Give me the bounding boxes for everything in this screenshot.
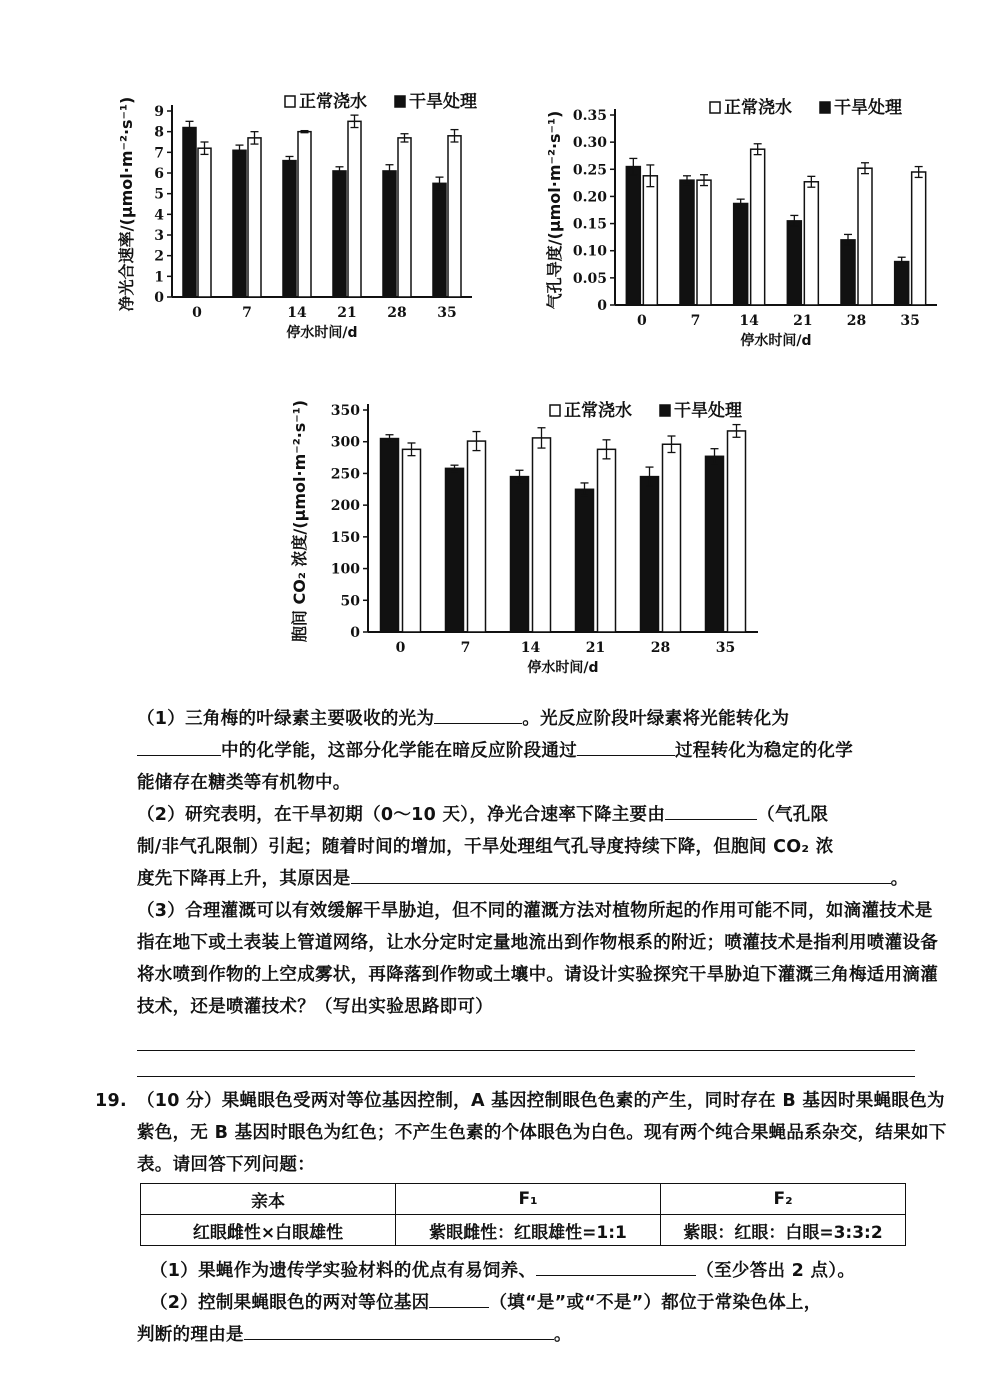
bar [446, 468, 464, 632]
x-tick-label: 14 [520, 640, 541, 656]
bar [804, 182, 818, 305]
x-tick-label: 7 [242, 305, 252, 321]
bar [643, 176, 657, 305]
legend-swatch-drought [395, 96, 405, 107]
bar [333, 171, 346, 297]
bar [298, 132, 311, 297]
table-header-cell: F₂ [661, 1184, 906, 1215]
bar [248, 138, 261, 297]
bar [641, 477, 659, 632]
bar [734, 203, 748, 305]
y-tick-label: 100 [330, 561, 360, 578]
x-axis-label: 停水时间/d [527, 660, 599, 676]
bar [348, 121, 361, 297]
y-tick-label: 3 [154, 228, 164, 244]
bar [533, 438, 551, 632]
x-tick-label: 14 [287, 305, 307, 321]
chart-plot-group [545, 108, 937, 349]
q18-p1-d: 过程转化为稳定的化学 [675, 741, 853, 761]
y-tick-label: 8 [154, 124, 164, 141]
q19-blank-advantages[interactable] [536, 1255, 696, 1276]
legend-label-normal: 正常浇水 [724, 98, 792, 118]
y-tick-label: 0 [597, 298, 607, 314]
q18-p2-e: 。 [890, 869, 909, 889]
bar [841, 240, 855, 305]
y-tick-label: 0.25 [572, 162, 607, 179]
legend-label-drought: 干旱处理 [409, 92, 477, 112]
x-tick-label: 28 [387, 305, 407, 321]
q19-part2 [150, 1287, 962, 1319]
q19-p2-b: （填“是”或“不是”）都位于常染色体上， [489, 1293, 822, 1313]
y-tick-label: 0 [154, 290, 164, 306]
y-tick-label: 0.10 [572, 243, 607, 260]
x-tick-label: 7 [690, 313, 701, 329]
legend-label-drought: 干旱处理 [834, 98, 902, 118]
y-tick-label: 6 [154, 166, 164, 182]
bar [697, 180, 711, 305]
table-cell: 紫眼：红眼：白眼=3:3:2 [661, 1215, 906, 1246]
x-tick-label: 21 [585, 640, 606, 656]
q18-p2-d: 度先下降再上升，其原因是 [137, 869, 351, 889]
y-tick-label: 4 [154, 207, 164, 224]
x-axis-label: 停水时间/d [740, 333, 812, 349]
y-axis-label: 气孔导度/(μmol·m⁻²·s⁻¹) [545, 110, 564, 310]
x-tick-label: 0 [192, 305, 202, 321]
q18-p1-e: 能储存在糖类等有机物中。 [137, 773, 351, 793]
q19-p1-b: （至少答出 2 点）。 [696, 1261, 856, 1281]
x-tick-label: 21 [793, 313, 813, 329]
bar [576, 489, 594, 632]
y-tick-label: 9 [154, 104, 164, 120]
q18-p2-c: 制/非气孔限制）引起；随着时间的增加，干旱处理组气孔导度持续下降，但胞间 CO₂ 浓 [137, 837, 834, 857]
bar [598, 449, 616, 632]
table-header-cell: 亲本 [141, 1184, 396, 1215]
q18-part3: （3）合理灌溉可以有效缓解干旱胁迫，但不同的灌溉方法对植物所起的作用可能不同，如滴灌技术是指在地下或土表装上管道网络，让水分定时定量地流出到作物根系的附近；喷灌技术是指利用喷灌设备将水喷到作物的上空成雾状，再降落到作物或土壤中。请设计实验探究干旱胁迫下灌溉三角梅适用滴灌技术，还是喷灌技术？（写出实验思路即可） [137, 901, 938, 1017]
legend-swatch-normal [285, 96, 295, 107]
x-tick-label: 7 [460, 640, 471, 656]
q18-blank-light[interactable] [434, 703, 522, 724]
y-tick-label: 350 [330, 403, 360, 419]
x-tick-label: 0 [636, 313, 647, 329]
table-cell: 红眼雌性×白眼雄性 [141, 1215, 396, 1246]
chart-plot-group [290, 400, 758, 676]
bar [858, 168, 872, 305]
q19-p2-c: 判断的理由是 [137, 1325, 244, 1345]
bar [381, 439, 399, 632]
chart-legend [285, 91, 478, 112]
q19-cross-table [140, 1183, 906, 1246]
x-tick-label: 21 [337, 305, 357, 321]
q18-p1-b: 。光反应阶段叶绿素将光能转化为 [522, 709, 790, 729]
x-tick-label: 35 [437, 305, 457, 321]
bar [626, 167, 640, 305]
q18-answer-line-2[interactable] [137, 1076, 915, 1077]
q19-number: 19. [95, 1091, 127, 1111]
q18-blank-limitation[interactable] [665, 799, 757, 820]
bar [283, 161, 296, 297]
bar [706, 456, 724, 632]
legend-swatch-drought [660, 405, 670, 416]
q19-p2-d: 。 [553, 1325, 572, 1345]
q19-part1 [150, 1255, 962, 1287]
bar [398, 138, 411, 297]
y-tick-label: 50 [340, 593, 360, 610]
chart-legend [550, 400, 743, 421]
x-tick-label: 28 [650, 640, 671, 656]
stomatal-conductance-svg [545, 85, 965, 350]
q18-p1-a: （1）三角梅的叶绿素主要吸收的光为 [137, 709, 435, 729]
table-header-row [141, 1184, 906, 1215]
bar [895, 262, 909, 305]
net-photosynthesis-chart [110, 85, 530, 345]
table-row [141, 1215, 906, 1246]
legend-label-normal: 正常浇水 [564, 401, 632, 421]
q19-p2-a: （2）控制果蝇眼色的两对等位基因 [150, 1293, 430, 1313]
y-tick-label: 150 [330, 529, 360, 546]
x-tick-label: 28 [846, 313, 867, 329]
y-axis-label: 净光合速率/(μmol·m⁻²·s⁻¹) [117, 96, 136, 312]
bar [198, 148, 211, 297]
q18-part2 [137, 799, 949, 895]
y-tick-label: 0.05 [572, 270, 607, 287]
q18-p1-c: 中的化学能，这部分化学能在暗反应阶段通过 [221, 741, 577, 761]
bar [183, 128, 196, 297]
legend-label-normal: 正常浇水 [299, 92, 367, 112]
x-axis-label: 停水时间/d [286, 325, 358, 341]
legend-swatch-drought [820, 102, 830, 113]
y-axis-label: 胞间 CO₂ 浓度/(μmol·m⁻²·s⁻¹) [290, 399, 309, 643]
q18-p2-b: （气孔限 [757, 805, 829, 825]
bar [233, 150, 246, 297]
bar [728, 431, 746, 632]
intercellular-co2-svg [280, 390, 780, 690]
legend-label-drought: 干旱处理 [674, 401, 742, 421]
q18-blank-process[interactable] [577, 735, 675, 756]
y-tick-label: 5 [154, 186, 164, 203]
bar [787, 221, 801, 305]
table-header-cell: F₁ [396, 1184, 661, 1215]
bar [663, 444, 681, 632]
table-cell: 紫眼雌性：红眼雄性=1:1 [396, 1215, 661, 1246]
q19-p1-a: （1）果蝇作为遗传学实验材料的优点有易饲养、 [150, 1261, 537, 1281]
y-tick-label: 7 [154, 145, 164, 162]
q18-blank-reason[interactable] [351, 863, 891, 884]
bar [751, 149, 765, 305]
y-tick-label: 200 [330, 498, 360, 515]
intercellular-co2-chart [280, 390, 780, 690]
y-tick-label: 0 [350, 625, 360, 641]
bar [383, 171, 396, 297]
chart-plot-group [117, 97, 472, 341]
legend-swatch-normal [550, 405, 560, 416]
q19-blank-reason[interactable] [244, 1319, 554, 1340]
q18-part1 [137, 703, 949, 799]
q19-blank-autosomal[interactable] [429, 1287, 489, 1308]
legend-swatch-normal [710, 102, 720, 113]
q18-blank-energy-carrier[interactable] [137, 735, 221, 756]
bar [680, 180, 694, 305]
y-tick-label: 0.35 [572, 108, 607, 124]
q19-intro: （10 分）果蝇眼色受两对等位基因控制，A 基因控制眼色色素的产生，同时存在 B 基因时果蝇眼色为紫色，无 B 基因时眼色为红色；不产生色素的个体眼色为白色。现有两个纯合果蝇品系杂交，结果如下表。请回答下列问题： [137, 1091, 947, 1175]
x-tick-label: 0 [395, 640, 406, 656]
bar [468, 441, 486, 632]
x-tick-label: 14 [739, 313, 759, 329]
y-tick-label: 250 [330, 466, 360, 483]
net-photosynthesis-svg [110, 85, 530, 345]
q18-answer-line-1[interactable] [137, 1050, 915, 1051]
y-tick-label: 0.15 [572, 216, 607, 233]
y-tick-label: 0.30 [572, 135, 607, 152]
q18-p2-a: （2）研究表明，在干旱初期（0～10 天），净光合速率下降主要由 [137, 805, 666, 825]
bar [448, 136, 461, 297]
y-tick-label: 300 [330, 434, 360, 451]
y-tick-label: 2 [154, 248, 164, 265]
bar [912, 172, 926, 305]
x-tick-label: 35 [900, 313, 920, 329]
y-tick-label: 0.20 [572, 189, 607, 206]
x-tick-label: 35 [715, 640, 736, 656]
stomatal-conductance-chart [545, 85, 965, 350]
chart-legend [710, 97, 903, 118]
bar [433, 183, 446, 297]
y-tick-label: 1 [154, 269, 164, 286]
q19-part2-reason [137, 1319, 949, 1351]
bar [403, 449, 421, 632]
bar [511, 477, 529, 632]
